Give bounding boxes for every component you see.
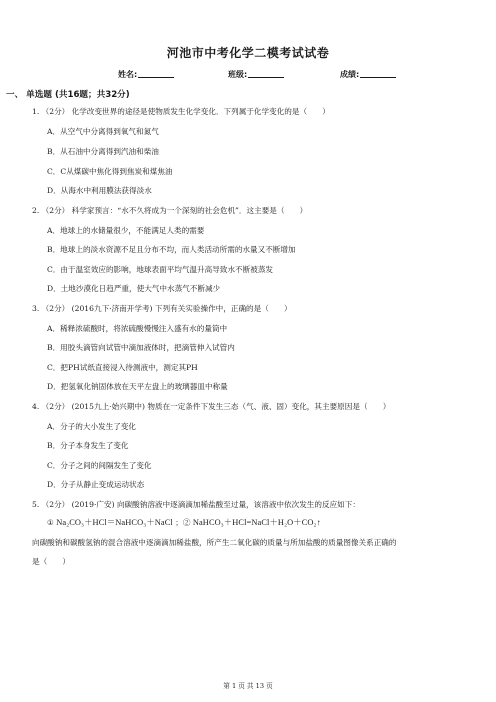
question-5-stem: 5. （2分） (2019·广安) 向碳酸钠溶液中逐滴滴加稀盐酸至过量，该溶液中依次发生的反应如下： [32, 500, 360, 509]
class-blank [248, 69, 284, 78]
question-2-option-a: A．地球上的水储量很少，不能满足人类的需要 [47, 226, 205, 235]
question-2-option-b: B．地球上的淡水资源不足且分布不均，而人类活动所需的水量又不断增加 [47, 245, 296, 254]
score-blank [360, 69, 396, 78]
page-footer: 第 1 页 共 13 页 [223, 682, 273, 690]
name-blank [138, 69, 174, 78]
section-heading: 一、 单选题 (共16题；共32分) [6, 90, 130, 100]
question-2-stem: 2. （2分） 科学家预言：“水不久将成为一个深刻的社会危机”．这主要是（ ） [32, 206, 308, 215]
question-1-option-c: C．C从煤碳中焦化得到焦炭和煤焦油 [47, 167, 173, 176]
name-label: 姓名: [118, 70, 138, 79]
question-5-continuation-1: 向碳酸钠和碳酸氢钠的混合溶液中逐滴滴加稀盐酸，所产生二氧化碳的质量与所加盐酸的质量图像关系正确的 [32, 538, 397, 547]
question-1-option-a: A．从空气中分离得到氧气和氮气 [47, 127, 159, 136]
score-field [340, 69, 396, 80]
question-3-stem: 3. （2分） (2016九下·济南开学考) 下列有关实验操作中，正确的是（ ） [32, 304, 292, 313]
score-label: 成绩: [340, 70, 360, 79]
question-5-continuation-2: 是（ ） [32, 557, 70, 566]
question-4-option-d: D．分子从静止变成运动状态 [47, 480, 145, 489]
name-field [118, 69, 174, 80]
student-info-row [0, 69, 496, 83]
class-field [228, 69, 284, 80]
question-5-formulas [47, 518, 321, 528]
question-1-option-d: D．从海水中利用膜法获得淡水 [47, 186, 152, 195]
question-1-option-b: B．从石油中分离得到汽油和柴油 [47, 147, 159, 156]
formula-2: NaHCO₃＋HCl=NaCl＋H₂O＋CO₂↑ [192, 518, 321, 527]
question-3-option-a: A．稀释浓硫酸时，将浓硫酸慢慢注入盛有水的量筒中 [47, 324, 228, 333]
question-3-option-b: B．用胶头滴管向试管中滴加液体时，把滴管伸入试管内 [47, 343, 235, 352]
question-4-option-c: C．分子之间的间隔发生了变化 [47, 461, 152, 470]
question-3-option-c: C．把PH试纸直接浸入待测液中，测定其PH [47, 363, 198, 372]
question-4-option-a: A．分子的大小发生了变化 [47, 422, 137, 431]
question-2-option-c: C．由于温室效应的影响，地球表面平均气温升高导致水不断被蒸发 [47, 265, 274, 274]
question-2-option-d: D．土地沙漠化日趋严重，使大气中水蒸气不断减少 [47, 284, 221, 293]
exam-title: 河池市中考化学二模考试试卷 [166, 46, 330, 60]
question-4-stem: 4. （2分） (2015九上·始兴期中) 物质在一定条件下发生三态（气、液、固）变化，其主要原因是（ ） [32, 402, 391, 411]
formula-1-marker: ① [47, 518, 54, 527]
question-1-stem: 1. （2分） 化学改变世界的途径是使物质发生化学变化．下列属于化学变化的是（ ） [32, 107, 330, 116]
formula-1: Na₂CO₃＋HCl＝NaHCO₃＋NaCl [56, 518, 173, 527]
class-label: 班级: [228, 70, 248, 79]
question-4-option-b: B．分子本身发生了变化 [47, 441, 129, 450]
formula-separator: ；② [175, 518, 191, 527]
question-3-option-d: D．把氢氧化钠固体放在天平左盘上的玻璃器皿中称量 [47, 382, 228, 391]
